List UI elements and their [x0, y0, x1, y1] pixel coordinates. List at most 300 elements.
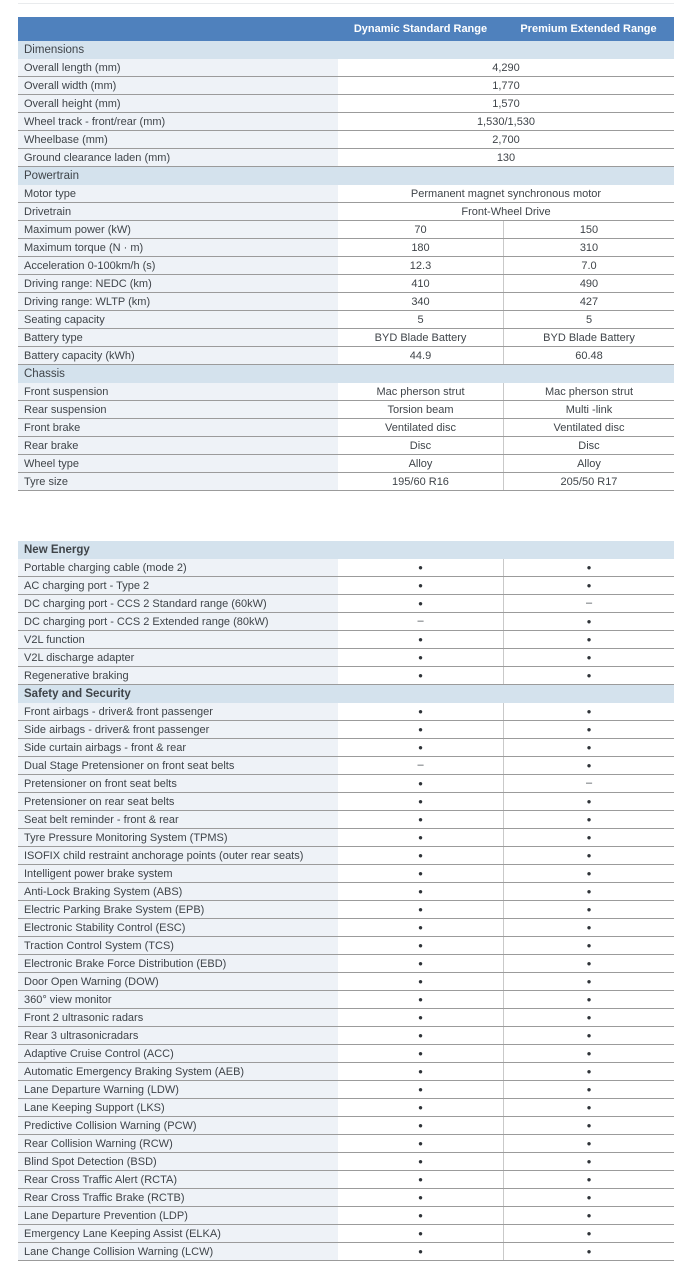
feature-included-dot-icon: ●: [418, 634, 423, 644]
spec-row: [18, 401, 674, 419]
feature-included-dot-icon: ●: [586, 994, 592, 1004]
spec-value-cell: [503, 595, 674, 612]
spec-row: [18, 991, 674, 1009]
feature-included-dot-icon: ●: [586, 940, 592, 950]
spec-value-cell: [338, 1045, 503, 1062]
feature-included-dot-icon: ●: [586, 1120, 592, 1130]
spec-label: Battery capacity (kWh): [18, 347, 338, 364]
spec-value-cell: [338, 649, 503, 666]
spec-label: Drivetrain: [18, 203, 338, 220]
spec-value-cell: [338, 1153, 503, 1170]
spec-value-cell: [503, 829, 674, 846]
spec-label: Door Open Warning (DOW): [18, 973, 338, 990]
spec-row: [18, 595, 674, 613]
spec-value-cell: [503, 559, 674, 576]
header-empty-cell: [18, 17, 338, 41]
spec-row: [18, 883, 674, 901]
spec-value: 5: [338, 311, 503, 328]
feature-included-dot-icon: ●: [586, 796, 592, 806]
spec-row: [18, 203, 674, 221]
spec-value-cell: [338, 577, 503, 594]
feature-included-dot-icon: ●: [418, 1192, 423, 1202]
feature-included-dot-icon: ●: [418, 670, 423, 680]
feature-not-available-dash-icon: –: [417, 615, 424, 627]
spec-label: Front suspension: [18, 383, 338, 400]
spec-value-cell: [338, 1081, 503, 1098]
feature-included-dot-icon: ●: [418, 1012, 423, 1022]
feature-included-dot-icon: ●: [418, 814, 423, 824]
spec-row: [18, 455, 674, 473]
feature-included-dot-icon: ●: [418, 1048, 423, 1058]
spec-value-cell: [338, 667, 503, 684]
spec-row: [18, 613, 674, 631]
features-table: [18, 541, 674, 1261]
feature-included-dot-icon: ●: [418, 994, 423, 1004]
feature-included-dot-icon: ●: [418, 1030, 423, 1040]
spec-row: [18, 1135, 674, 1153]
spec-label: Lane Keeping Support (LKS): [18, 1099, 338, 1116]
feature-not-available-dash-icon: –: [417, 759, 424, 771]
spec-value: 44.9: [338, 347, 503, 364]
spec-row: [18, 77, 674, 95]
spec-label: Rear suspension: [18, 401, 338, 418]
feature-included-dot-icon: ●: [586, 1048, 592, 1058]
spec-label: Lane Departure Warning (LDW): [18, 1081, 338, 1098]
feature-included-dot-icon: ●: [586, 814, 592, 824]
spec-value-cell: [338, 613, 503, 630]
spec-value: 7.0: [503, 257, 674, 274]
feature-included-dot-icon: ●: [586, 922, 592, 932]
spec-row: [18, 919, 674, 937]
spec-value-spanning: 2,700: [338, 131, 674, 148]
spec-value-cell: [503, 1009, 674, 1026]
spec-value-cell: [338, 1135, 503, 1152]
feature-included-dot-icon: ●: [418, 1066, 423, 1076]
feature-not-available-dash-icon: –: [585, 777, 593, 789]
spec-value-cell: [338, 703, 503, 720]
spec-row: [18, 311, 674, 329]
spec-value-cell: [338, 847, 503, 864]
spec-value-cell: [503, 1225, 674, 1242]
spec-row: [18, 1171, 674, 1189]
spec-value: 195/60 R16: [338, 473, 503, 490]
table-header-row: [18, 17, 674, 41]
spec-value-cell: [338, 1207, 503, 1224]
spec-value-spanning: Permanent magnet synchronous motor: [338, 185, 674, 202]
spec-value: 205/50 R17: [503, 473, 674, 490]
feature-included-dot-icon: ●: [418, 1228, 423, 1238]
feature-included-dot-icon: ●: [418, 922, 423, 932]
spec-label: V2L discharge adapter: [18, 649, 338, 666]
spec-row: [18, 1009, 674, 1027]
spec-value-cell: [338, 775, 503, 792]
spec-label: Rear Collision Warning (RCW): [18, 1135, 338, 1152]
spec-value-cell: [503, 613, 674, 630]
section-header-row: Powertrain: [18, 167, 674, 185]
feature-included-dot-icon: ●: [586, 1174, 592, 1184]
spec-value-cell: [338, 937, 503, 954]
spec-label: Portable charging cable (mode 2): [18, 559, 338, 576]
spec-row: [18, 257, 674, 275]
feature-included-dot-icon: ●: [418, 598, 423, 608]
spec-row: [18, 559, 674, 577]
spec-label: Electronic Brake Force Distribution (EBD): [18, 955, 338, 972]
spec-row: [18, 113, 674, 131]
feature-included-dot-icon: ●: [586, 724, 592, 734]
spec-row: [18, 667, 674, 685]
spec-value-cell: [338, 1027, 503, 1044]
spec-value: 60.48: [503, 347, 674, 364]
column-header-dynamic-standard-range: Dynamic Standard Range: [353, 23, 488, 35]
spec-label: V2L function: [18, 631, 338, 648]
spec-value: BYD Blade Battery: [503, 329, 674, 346]
spec-label: Driving range: NEDC (km): [18, 275, 338, 292]
feature-included-dot-icon: ●: [418, 1102, 423, 1112]
spec-value-spanning: 130: [338, 149, 674, 166]
spec-row: [18, 757, 674, 775]
spec-row: [18, 59, 674, 77]
feature-included-dot-icon: ●: [586, 1192, 592, 1202]
spec-value-cell: [503, 1063, 674, 1080]
spec-label: Motor type: [18, 185, 338, 202]
main-spec-table: [18, 17, 674, 491]
spec-row: [18, 955, 674, 973]
feature-included-dot-icon: ●: [586, 760, 592, 770]
spec-value-cell: [503, 937, 674, 954]
spec-value-cell: [338, 1063, 503, 1080]
spec-row: [18, 829, 674, 847]
spec-value-cell: [503, 1189, 674, 1206]
spec-value-cell: [503, 721, 674, 738]
spec-value-cell: [503, 757, 674, 774]
spec-value: BYD Blade Battery: [338, 329, 503, 346]
spec-row: [18, 221, 674, 239]
spec-row: [18, 901, 674, 919]
spec-value-cell: [338, 811, 503, 828]
spec-value-cell: [503, 991, 674, 1008]
spec-value-cell: [503, 631, 674, 648]
spec-row: [18, 937, 674, 955]
feature-included-dot-icon: ●: [586, 1210, 592, 1220]
spec-label: Wheelbase (mm): [18, 131, 338, 148]
feature-not-available-dash-icon: –: [585, 597, 593, 609]
spec-value-cell: [503, 577, 674, 594]
spec-value-spanning: 1,530/1,530: [338, 113, 674, 130]
spec-value: Alloy: [503, 455, 674, 472]
feature-included-dot-icon: ●: [586, 832, 592, 842]
feature-included-dot-icon: ●: [418, 1120, 423, 1130]
spec-value-cell: [338, 919, 503, 936]
feature-included-dot-icon: ●: [586, 1246, 592, 1256]
feature-included-dot-icon: ●: [418, 1138, 423, 1148]
spec-value-cell: [338, 973, 503, 990]
spec-value-cell: [503, 1045, 674, 1062]
spec-label: Pretensioner on front seat belts: [18, 775, 338, 792]
spec-value: Disc: [338, 437, 503, 454]
feature-included-dot-icon: ●: [418, 1210, 423, 1220]
spec-value: 5: [503, 311, 674, 328]
spec-row: [18, 1099, 674, 1117]
spec-label: Wheel track - front/rear (mm): [18, 113, 338, 130]
feature-included-dot-icon: ●: [586, 616, 592, 626]
section-header-row: Chassis: [18, 365, 674, 383]
spec-label: Pretensioner on rear seat belts: [18, 793, 338, 810]
feature-included-dot-icon: ●: [586, 1084, 592, 1094]
feature-included-dot-icon: ●: [418, 796, 423, 806]
spec-value-cell: [503, 1099, 674, 1116]
feature-included-dot-icon: ●: [586, 958, 592, 968]
feature-included-dot-icon: ●: [418, 778, 423, 788]
spec-value-cell: [338, 865, 503, 882]
feature-included-dot-icon: ●: [586, 886, 592, 896]
spec-row: [18, 811, 674, 829]
spec-value: Mac pherson strut: [338, 383, 503, 400]
spec-row: [18, 149, 674, 167]
feature-included-dot-icon: ●: [586, 1030, 592, 1040]
spec-value: Mac pherson strut: [503, 383, 674, 400]
spec-row: [18, 1225, 674, 1243]
feature-included-dot-icon: ●: [418, 1174, 423, 1184]
spec-label: Tyre size: [18, 473, 338, 490]
spec-label: Driving range: WLTP (km): [18, 293, 338, 310]
spec-label: Electric Parking Brake System (EPB): [18, 901, 338, 918]
spec-label: Front 2 ultrasonic radars: [18, 1009, 338, 1026]
spec-row: [18, 649, 674, 667]
spec-value: 70: [338, 221, 503, 238]
spec-value-cell: [503, 775, 674, 792]
spec-label: ISOFIX child restraint anchorage points (outer rear seats): [18, 847, 338, 864]
spec-value-cell: [503, 1153, 674, 1170]
spec-value-cell: [503, 1117, 674, 1134]
feature-included-dot-icon: ●: [586, 1066, 592, 1076]
spec-value-cell: [503, 847, 674, 864]
spec-label: Emergency Lane Keeping Assist (ELKA): [18, 1225, 338, 1242]
spec-label: Side airbags - driver& front passenger: [18, 721, 338, 738]
spec-value-cell: [503, 901, 674, 918]
spec-row: [18, 1243, 674, 1261]
spec-value-cell: [338, 757, 503, 774]
spec-label: Seat belt reminder - front & rear: [18, 811, 338, 828]
feature-included-dot-icon: ●: [418, 724, 423, 734]
spec-value: 340: [338, 293, 503, 310]
feature-included-dot-icon: ●: [586, 904, 592, 914]
spec-label: Side curtain airbags - front & rear: [18, 739, 338, 756]
main-spec-table-body: [18, 41, 674, 491]
spec-row: [18, 131, 674, 149]
feature-included-dot-icon: ●: [418, 1156, 423, 1166]
spec-label: Rear Cross Traffic Alert (RCTA): [18, 1171, 338, 1188]
spec-value-cell: [503, 865, 674, 882]
spec-label: Blind Spot Detection (BSD): [18, 1153, 338, 1170]
feature-included-dot-icon: ●: [586, 706, 592, 716]
spec-row: [18, 275, 674, 293]
spec-label: Overall height (mm): [18, 95, 338, 112]
spec-row: [18, 1081, 674, 1099]
spec-label: Automatic Emergency Braking System (AEB): [18, 1063, 338, 1080]
features-table-body: [18, 541, 674, 1261]
feature-included-dot-icon: ●: [418, 742, 423, 752]
spec-value-cell: [338, 793, 503, 810]
spec-value-cell: [503, 1027, 674, 1044]
spec-row: [18, 739, 674, 757]
section-header-row: Safety and Security: [18, 685, 674, 703]
spec-row: [18, 1045, 674, 1063]
spec-label: Rear brake: [18, 437, 338, 454]
spec-value-cell: [338, 1225, 503, 1242]
spec-value: Ventilated disc: [338, 419, 503, 436]
spec-row: [18, 703, 674, 721]
spec-label: Tyre Pressure Monitoring System (TPMS): [18, 829, 338, 846]
spec-row: [18, 631, 674, 649]
spec-value-spanning: 1,770: [338, 77, 674, 94]
feature-included-dot-icon: ●: [586, 976, 592, 986]
spec-row: [18, 577, 674, 595]
spec-row: [18, 293, 674, 311]
section-header-row: Dimensions: [18, 41, 674, 59]
spec-value-cell: [503, 919, 674, 936]
spec-label: Battery type: [18, 329, 338, 346]
spec-value: Torsion beam: [338, 401, 503, 418]
feature-included-dot-icon: ●: [418, 1084, 423, 1094]
spec-value: 310: [503, 239, 674, 256]
feature-included-dot-icon: ●: [586, 670, 592, 680]
spec-value-cell: [338, 559, 503, 576]
spec-value-spanning: 1,570: [338, 95, 674, 112]
spec-value-cell: [503, 955, 674, 972]
feature-included-dot-icon: ●: [586, 1012, 592, 1022]
spec-row: [18, 865, 674, 883]
feature-included-dot-icon: ●: [418, 868, 423, 878]
spec-label: DC charging port - CCS 2 Extended range (80kW): [18, 613, 338, 630]
spec-label: Front brake: [18, 419, 338, 436]
spec-value: Disc: [503, 437, 674, 454]
spec-row: [18, 1207, 674, 1225]
spec-value-cell: [338, 883, 503, 900]
spec-row: [18, 473, 674, 491]
spec-value-cell: [338, 631, 503, 648]
spec-row: [18, 1063, 674, 1081]
spec-row: [18, 1153, 674, 1171]
spec-row: [18, 185, 674, 203]
feature-included-dot-icon: ●: [418, 976, 423, 986]
spec-label: Anti-Lock Braking System (ABS): [18, 883, 338, 900]
spec-value-cell: [503, 1171, 674, 1188]
spec-value-cell: [503, 739, 674, 756]
feature-included-dot-icon: ●: [418, 850, 423, 860]
spec-row: [18, 329, 674, 347]
spec-value: 150: [503, 221, 674, 238]
spec-label: Maximum torque (N · m): [18, 239, 338, 256]
feature-included-dot-icon: ●: [418, 706, 423, 716]
spec-value-cell: [503, 1135, 674, 1152]
spec-label: Lane Departure Prevention (LDP): [18, 1207, 338, 1224]
spec-value: 180: [338, 239, 503, 256]
feature-included-dot-icon: ●: [418, 1246, 423, 1256]
spec-value-cell: [503, 1207, 674, 1224]
feature-included-dot-icon: ●: [586, 634, 592, 644]
feature-included-dot-icon: ●: [418, 580, 423, 590]
feature-included-dot-icon: ●: [586, 868, 592, 878]
spec-row: [18, 347, 674, 365]
spec-value-cell: [503, 811, 674, 828]
feature-included-dot-icon: ●: [418, 652, 423, 662]
feature-included-dot-icon: ●: [586, 562, 592, 572]
spec-value-cell: [338, 901, 503, 918]
feature-included-dot-icon: ●: [586, 1138, 592, 1148]
feature-included-dot-icon: ●: [586, 1156, 592, 1166]
spec-value-spanning: 4,290: [338, 59, 674, 76]
spec-value-cell: [338, 1243, 503, 1260]
spec-label: DC charging port - CCS 2 Standard range (60kW): [18, 595, 338, 612]
feature-included-dot-icon: ●: [586, 580, 592, 590]
spec-label: Front airbags - driver& front passenger: [18, 703, 338, 720]
spec-label: Electronic Stability Control (ESC): [18, 919, 338, 936]
spec-value: Ventilated disc: [503, 419, 674, 436]
spec-label: Overall width (mm): [18, 77, 338, 94]
spec-row: [18, 239, 674, 257]
spec-value-cell: [503, 649, 674, 666]
spec-row: [18, 1189, 674, 1207]
spec-value-cell: [503, 1243, 674, 1260]
spec-row: [18, 1027, 674, 1045]
feature-included-dot-icon: ●: [418, 886, 423, 896]
feature-included-dot-icon: ●: [418, 562, 423, 572]
spec-label: AC charging port - Type 2: [18, 577, 338, 594]
feature-included-dot-icon: ●: [418, 904, 423, 914]
spec-row: [18, 419, 674, 437]
spec-value-cell: [338, 739, 503, 756]
spec-row: [18, 793, 674, 811]
spec-value: 427: [503, 293, 674, 310]
feature-included-dot-icon: ●: [418, 958, 423, 968]
section-header-row: New Energy: [18, 541, 674, 559]
spec-label: Rear 3 ultrasonicradars: [18, 1027, 338, 1044]
spec-value: Multi -link: [503, 401, 674, 418]
spec-label: Wheel type: [18, 455, 338, 472]
spec-value-cell: [503, 883, 674, 900]
spec-value-cell: [503, 1081, 674, 1098]
spec-value-cell: [338, 1099, 503, 1116]
spec-label: Lane Change Collision Warning (LCW): [18, 1243, 338, 1260]
page-top-rule: [18, 3, 674, 4]
spec-value-cell: [338, 721, 503, 738]
spec-row: [18, 775, 674, 793]
feature-included-dot-icon: ●: [586, 652, 592, 662]
spec-value: 410: [338, 275, 503, 292]
spec-row: [18, 95, 674, 113]
spec-label: Regenerative braking: [18, 667, 338, 684]
spec-value-cell: [338, 829, 503, 846]
spec-value-cell: [338, 1171, 503, 1188]
spec-label: Ground clearance laden (mm): [18, 149, 338, 166]
spec-value-cell: [338, 1189, 503, 1206]
spec-label: Traction Control System (TCS): [18, 937, 338, 954]
spec-value-cell: [338, 955, 503, 972]
spec-label: Intelligent power brake system: [18, 865, 338, 882]
spec-row: [18, 1117, 674, 1135]
spec-row: [18, 973, 674, 991]
spec-value-cell: [503, 667, 674, 684]
spec-label: Adaptive Cruise Control (ACC): [18, 1045, 338, 1062]
spec-value-cell: [503, 793, 674, 810]
spec-label: Predictive Collision Warning (PCW): [18, 1117, 338, 1134]
column-header-premium-extended-range: Premium Extended Range: [520, 23, 657, 35]
spec-label: Seating capacity: [18, 311, 338, 328]
spec-label: Rear Cross Traffic Brake (RCTB): [18, 1189, 338, 1206]
spec-value-cell: [503, 973, 674, 990]
feature-included-dot-icon: ●: [586, 1228, 592, 1238]
spec-row: [18, 383, 674, 401]
